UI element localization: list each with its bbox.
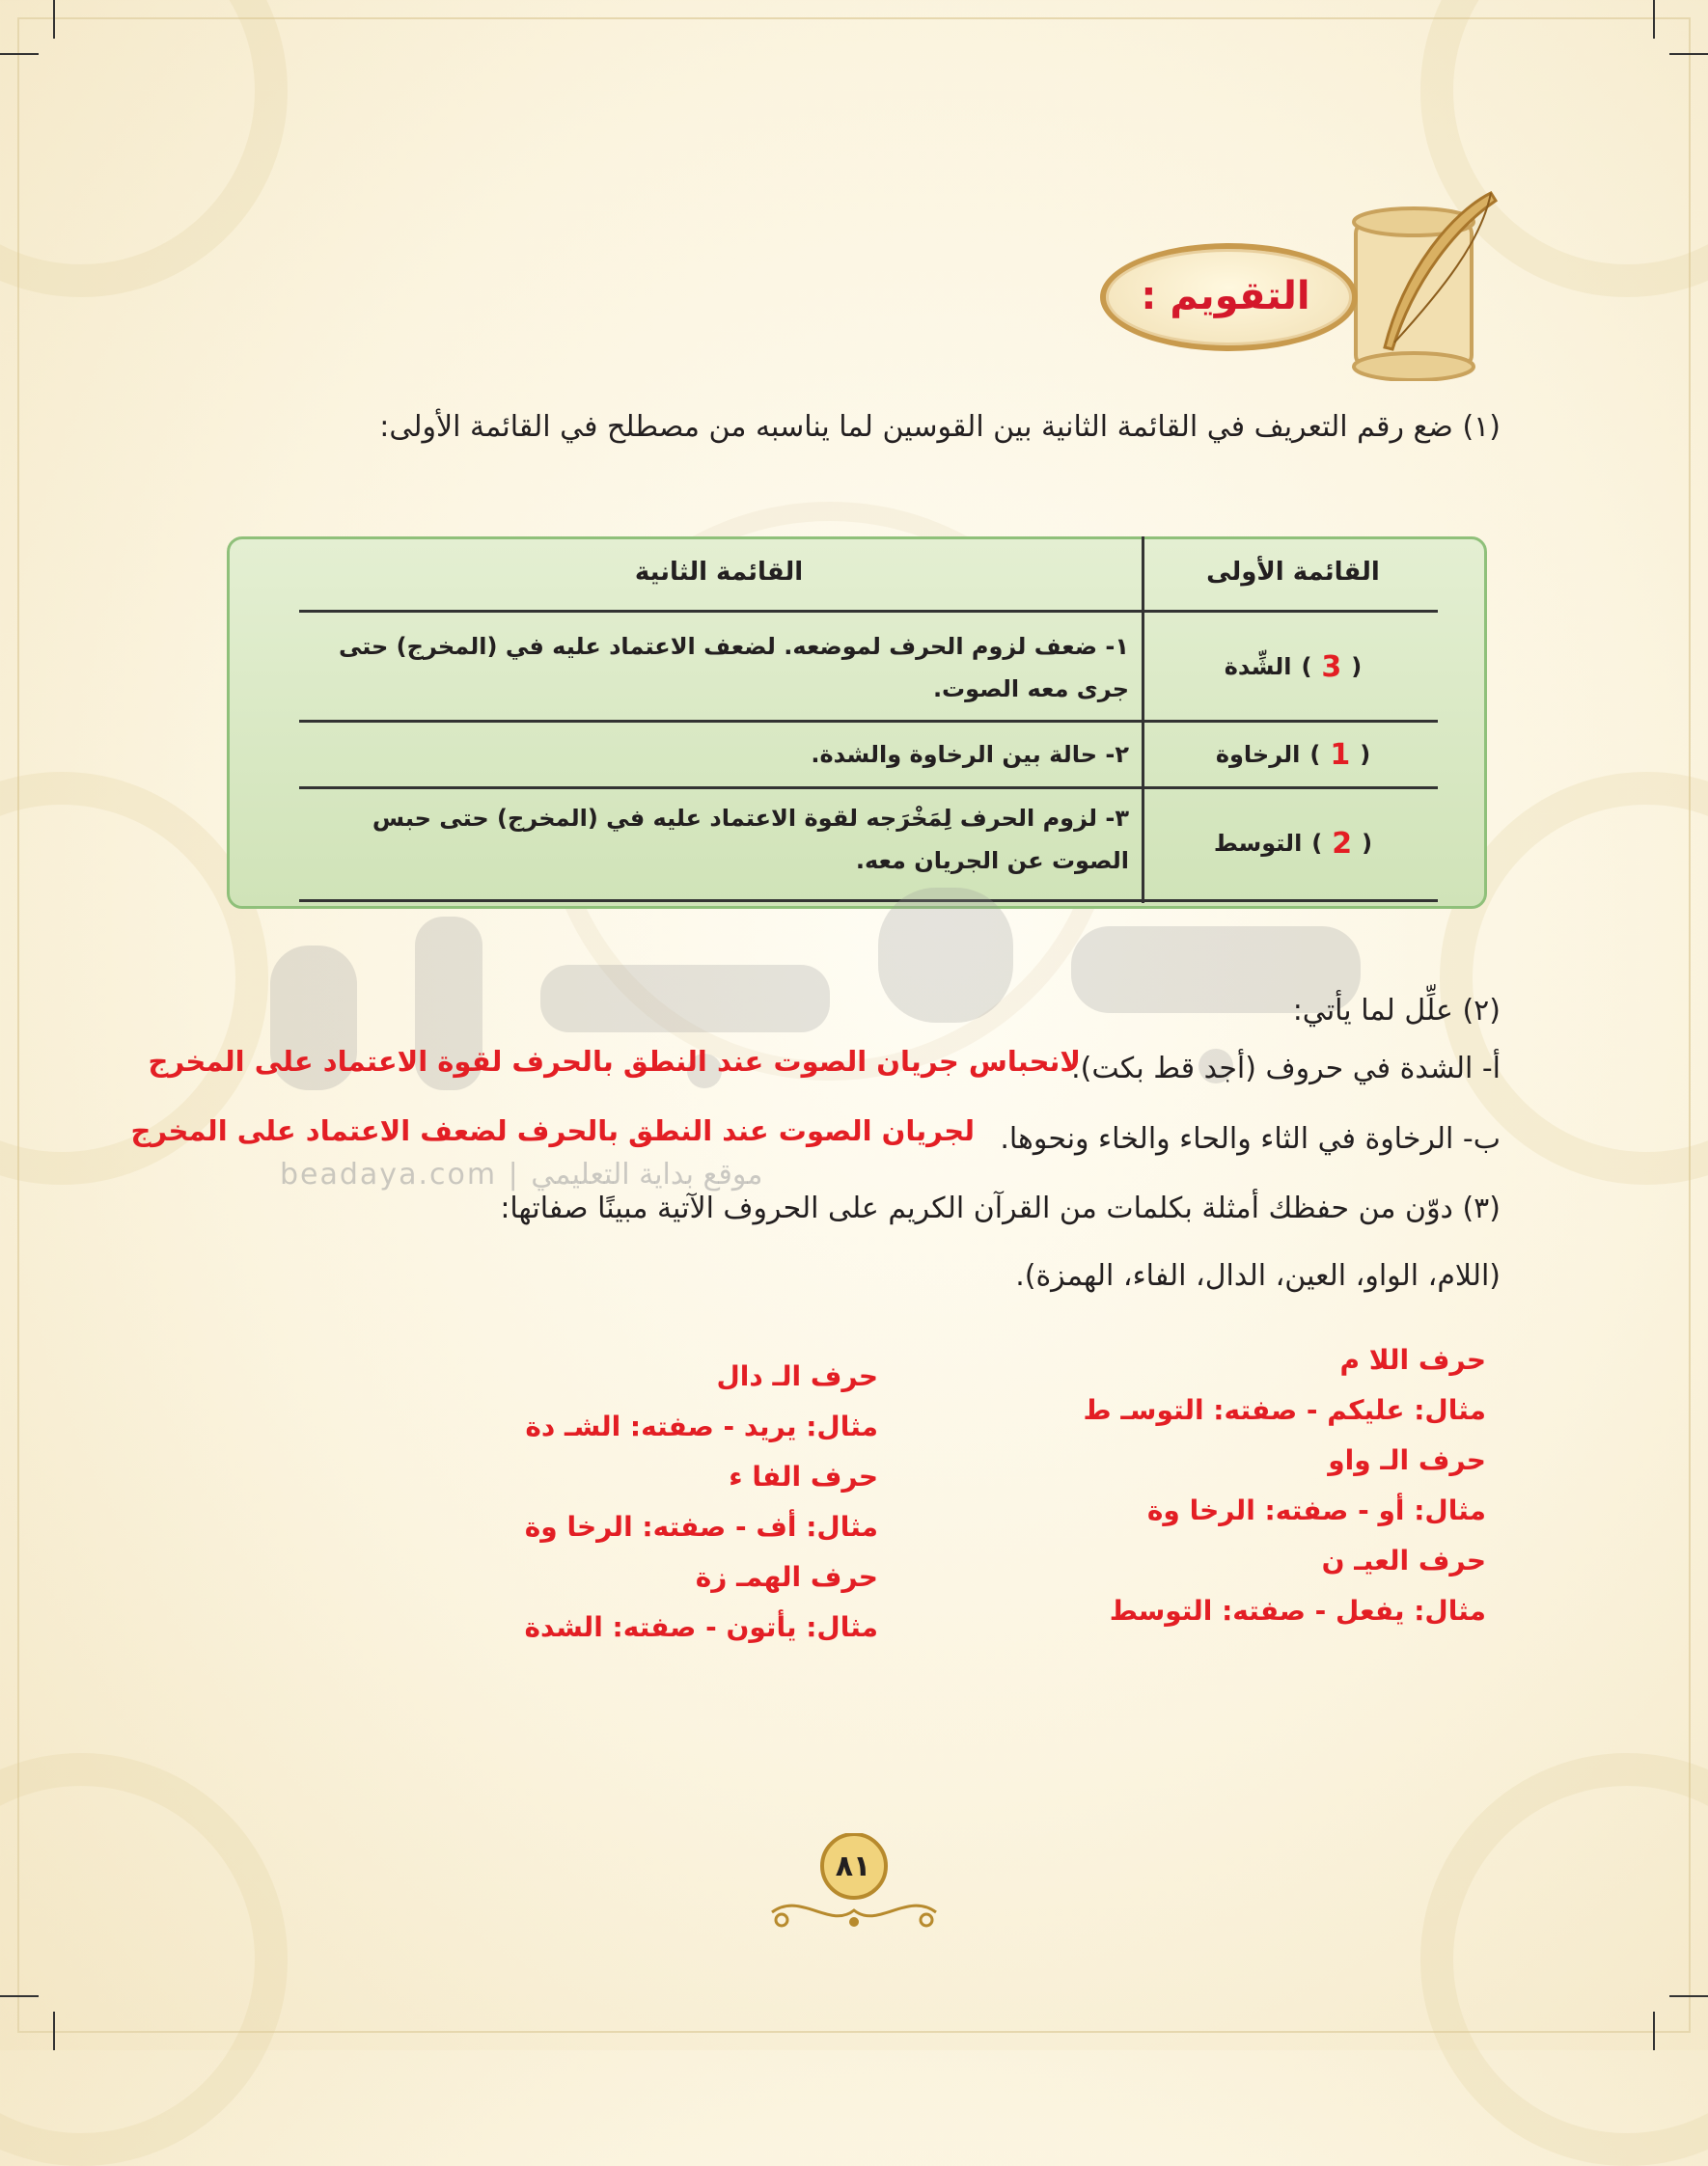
paren: ) xyxy=(1301,653,1312,680)
q3-right-answer-1: حرف اللا م xyxy=(1339,1344,1486,1376)
q3-right-answer-2: مثال: عليكم - صفته: التوسـ ط xyxy=(1083,1394,1486,1426)
paren: ( xyxy=(1362,830,1373,857)
definition-row-2: ٢- حالة بين الرخاوة والشدة. xyxy=(811,741,1129,768)
paren: ( xyxy=(1360,741,1371,768)
matching-table xyxy=(299,536,1438,903)
term-label: التوسط xyxy=(1213,830,1303,857)
q2-b-line xyxy=(1000,1122,1501,1156)
answer-1: 3 xyxy=(1321,649,1342,684)
q3-left-answer-5: حرف الهمـ زة xyxy=(695,1561,878,1593)
q3-right-answer-6: مثال: يفعل - صفته: التوسط xyxy=(1109,1595,1486,1627)
table-divider xyxy=(299,786,1438,789)
paren: ( xyxy=(1351,653,1363,680)
definition-row-1: ١- ضعف لزوم الحرف لموضعه. لضعف الاعتماد عليه في (المخرج) حتى جرى معه الصوت. xyxy=(338,633,1129,702)
term-row-2 xyxy=(1148,726,1438,783)
q3-right-answer-5: حرف العيـ ن xyxy=(1321,1545,1486,1577)
q3-left-answer-4: مثال: أف - صفته: الرخا وة xyxy=(524,1511,878,1543)
page-number: ٨١ xyxy=(835,1849,871,1883)
answer-2: 1 xyxy=(1330,737,1351,772)
paren: ) xyxy=(1311,830,1323,857)
col1-header: القائمة الأولى xyxy=(1206,558,1380,587)
q2-b-text: ب- الرخاوة في الثاء والحاء والخاء ونحوها. xyxy=(1000,1122,1501,1156)
q2-prompt: (٢) علِّل لما يأتي: xyxy=(1292,994,1501,1028)
q3-prompt: (٣) دوّن من حفظك أمثلة بكلمات من القرآن الكريم على الحروف الآتية مبينًا صفاتها: xyxy=(500,1192,1501,1225)
q1-prompt: (١) ضع رقم التعريف في القائمة الثانية بين القوسين لما يناسبه من مصطلح في القائمة الأولى: xyxy=(379,410,1501,444)
term-label: الشِّدة xyxy=(1224,653,1292,680)
term-row-1 xyxy=(1148,618,1438,715)
table-column-divider xyxy=(1142,536,1144,903)
term-label: الرخاوة xyxy=(1215,741,1301,768)
q2-a-answer: لانحباس جريان الصوت عند النطق بالحرف لقوة الاعتماد على المخرج xyxy=(148,1045,1081,1078)
answer-3: 2 xyxy=(1332,826,1353,861)
definition-row-3: ٣- لزوم الحرف لِمَخْرَجه لقوة الاعتماد عليه في (المخرج) حتى حبس الصوت عن الجريان معه. xyxy=(372,805,1129,874)
q2-a-line xyxy=(1071,1052,1501,1085)
q2-a-text: أ- الشدة في حروف (أجد قط بكت). xyxy=(1071,1052,1501,1085)
table-divider xyxy=(299,720,1438,723)
q3-right-answer-3: حرف الـ واو xyxy=(1328,1444,1486,1476)
q3-left-answer-1: حرف الـ دال xyxy=(716,1360,878,1392)
q3-left-answer-2: مثال: يريد - صفته: الشـ دة xyxy=(525,1411,878,1442)
q3-left-answer-3: حرف الفا ء xyxy=(729,1461,878,1493)
q3-letters: (اللام، الواو، العين، الدال، الفاء، الهمزة). xyxy=(1015,1259,1501,1293)
table-divider xyxy=(299,610,1438,613)
watermark-text: beadaya.com | موقع بداية التعليمي xyxy=(280,1158,763,1192)
section-title: التقويم : xyxy=(1141,274,1310,318)
paren: ) xyxy=(1309,741,1321,768)
scroll-quill-icon xyxy=(1336,183,1505,381)
q3-right-answer-4: مثال: أو - صفته: الرخا وة xyxy=(1146,1494,1486,1526)
q3-left-answer-6: مثال: يأتون - صفته: الشدة xyxy=(524,1611,878,1643)
col2-header: القائمة الثانية xyxy=(634,558,804,587)
q2-b-answer: لجريان الصوت عند النطق بالحرف لضعف الاعتماد على المخرج xyxy=(130,1114,975,1147)
